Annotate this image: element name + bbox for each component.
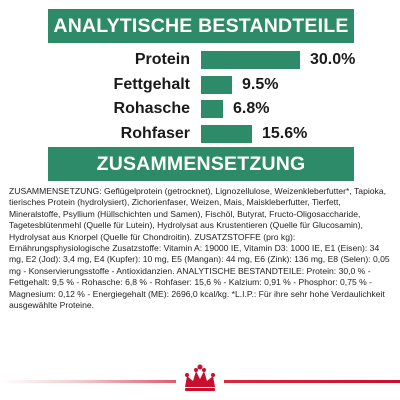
nutrient-bar [201, 125, 252, 143]
analytics-header: ANALYTISCHE BESTANDTEILE [48, 9, 354, 43]
nutrient-bar [201, 51, 300, 69]
analytics-row [0, 73, 400, 97]
nutrient-value: 30.0% [310, 51, 356, 68]
nutrient-value: 6.8% [233, 100, 270, 117]
analytics-row [0, 122, 400, 146]
crown-icon [176, 363, 224, 393]
nutrient-label: Rohfaser [120, 124, 190, 142]
nutrient-label: Fettgehalt [113, 75, 190, 93]
nutrient-value: 9.5% [242, 75, 279, 93]
nutrient-label: Protein [134, 51, 190, 68]
analytics-row [0, 97, 400, 121]
nutrient-bar [201, 100, 223, 118]
composition-text: ZUSAMMENSETZUNG: Geflügelprotein (getrocknet), Lignozellulose, Weizenkleberfutter*, Tapioka, tierisches Protein (hydrolysiert), Zichorienfaser, Weizen, Mais, Maiskleberfutter, Tierfett, Mineralstoffe, Psyllium (Hüllschichten und Samen), Fischöl, Butyrat, Fructo-Oligosaccharide, Tagetesblütenmehl (Quelle für Lutein), Hydrolysat aus Krustentieren (Quelle für Glucosamin), Hydrolysat aus Knorpel (Quelle für Chondroitin). ZUSATZSTOFFE (pro kg): Ernährungsphysiologische Zusatzstoffe: Vitamin A: 19000 IE, Vitamin D3: 1000 IE, E1 (Eisen): 34 mg, E2 (Jod): 3,4 mg, E4 (Kupfer): 10 mg, E5 (Mangan): 44 mg, E6 (Zink): 136 mg, E8 (Selen): 0,05 mg - Konservierungsstoffe - Antioxidanzien. ANALYTISCHE BESTANDTEILE: Protein: 30,0 % - Fettgehalt: 9,5 % - Rohasche: 6,8 % - Rohfaser: 15,6 % - Kalzium: 0,91 % - Phosphor: 0,75 % - Magnesium: 0,12 % - Energiegehalt (ME): 2696,0 kcal/kg. *L.I.P.: Für ihre sehr hohe Verdaulichkeit ausgewählte Proteine. [9, 186, 390, 311]
nutrient-label: Rohasche [113, 100, 190, 117]
analytics-row [0, 48, 400, 72]
nutrient-value: 15.6% [262, 124, 308, 142]
nutrient-bar [201, 76, 232, 94]
composition-header: ZUSAMMENSETZUNG [48, 147, 354, 181]
